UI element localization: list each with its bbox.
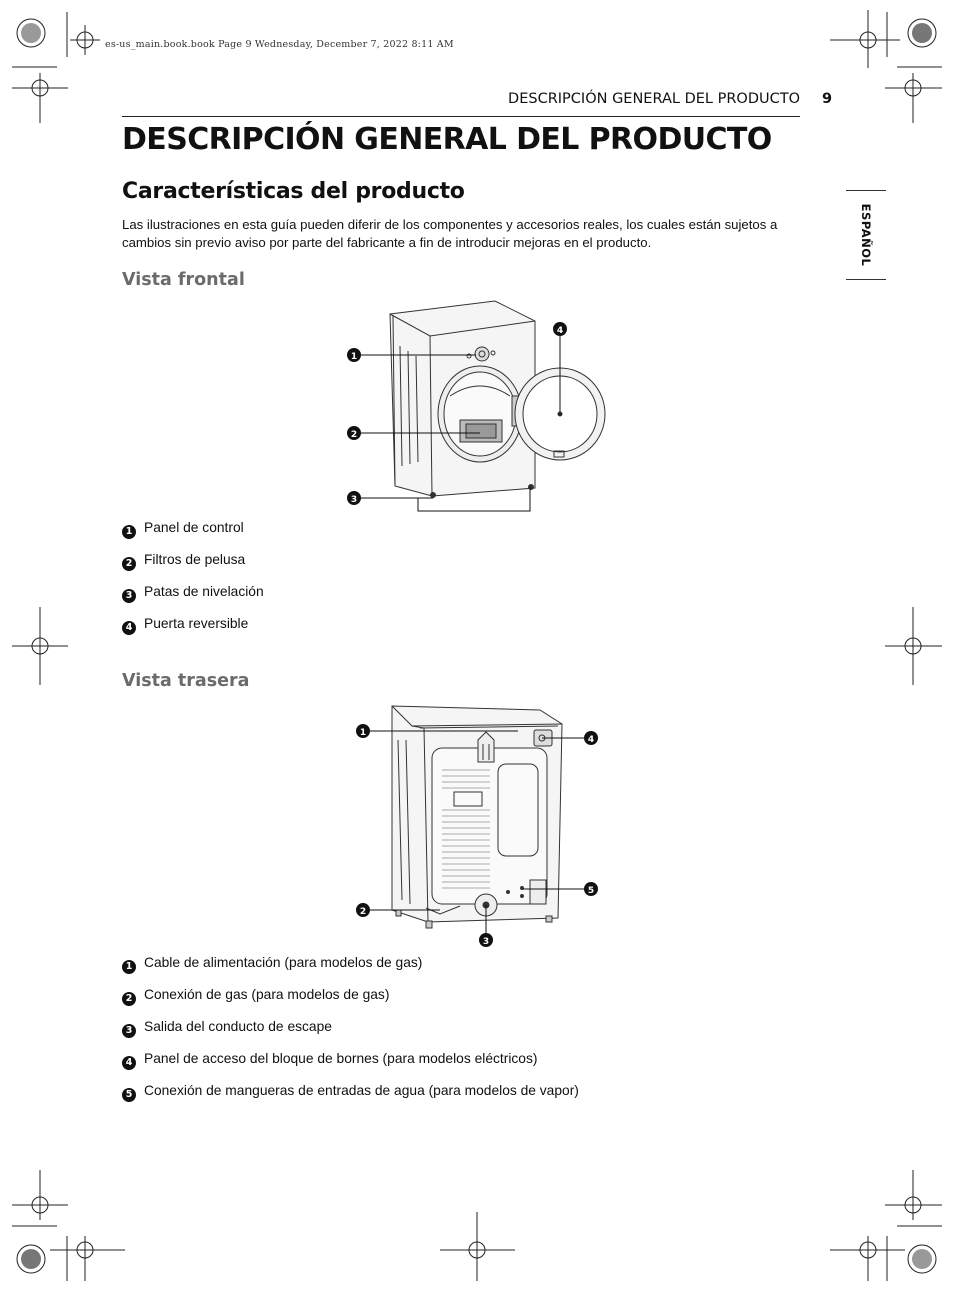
running-header-title: DESCRIPCIÓN GENERAL DEL PRODUCTO xyxy=(508,91,800,107)
front-legend-label-4: Puerta reversible xyxy=(144,616,249,631)
front-legend-label-3: Patas de nivelación xyxy=(144,584,264,599)
book-file-line: es-us_main.book.book Page 9 Wednesday, December 7, 2022 8:11 AM xyxy=(105,39,454,50)
page-title: DESCRIPCIÓN GENERAL DEL PRODUCTO xyxy=(122,122,772,157)
language-side-tab xyxy=(846,190,886,280)
rear-legend-item-5 xyxy=(122,1083,579,1102)
front-legend-label-1: Panel de control xyxy=(144,520,244,535)
front-legend-number-4: 4 xyxy=(122,621,136,635)
rear-legend-number-5: 5 xyxy=(122,1088,136,1102)
front-legend-number-2: 2 xyxy=(122,557,136,571)
rear-legend-label-5: Conexión de mangueras de entradas de agua (para modelos de vapor) xyxy=(144,1083,579,1098)
rear-view-illustration xyxy=(350,700,610,950)
svg-text:1: 1 xyxy=(350,352,358,362)
rear-callout-5 xyxy=(584,882,598,896)
front-callout-2 xyxy=(347,426,361,440)
svg-text:4: 4 xyxy=(587,735,595,745)
svg-text:2: 2 xyxy=(350,430,358,440)
page-number: 9 xyxy=(821,91,833,107)
section-heading: Características del producto xyxy=(122,179,465,204)
rear-legend-item-3 xyxy=(122,1019,332,1038)
rear-legend-label-2: Conexión de gas (para modelos de gas) xyxy=(144,987,390,1002)
rear-legend-item-4 xyxy=(122,1051,537,1070)
rear-legend-item-2 xyxy=(122,987,389,1006)
rear-view-heading: Vista trasera xyxy=(122,671,250,691)
rear-legend-label-3: Salida del conducto de escape xyxy=(144,1019,332,1034)
front-view-illustration xyxy=(340,296,620,518)
language-side-tab-label: ESPAÑOL xyxy=(859,203,873,267)
rear-legend-number-2: 2 xyxy=(122,992,136,1006)
front-callout-4 xyxy=(553,322,567,336)
front-view-heading: Vista frontal xyxy=(122,270,245,290)
front-legend-item-3 xyxy=(122,584,264,603)
front-legend-label-2: Filtros de pelusa xyxy=(144,552,246,567)
rear-legend-item-1 xyxy=(122,955,422,974)
svg-text:4: 4 xyxy=(556,326,564,336)
svg-text:5: 5 xyxy=(587,886,595,896)
svg-text:2: 2 xyxy=(359,907,367,917)
front-callout-3 xyxy=(347,491,361,505)
rear-legend-number-4: 4 xyxy=(122,1056,136,1070)
front-callout-1 xyxy=(347,348,361,362)
front-legend-number-3: 3 xyxy=(122,589,136,603)
rear-legend-number-3: 3 xyxy=(122,1024,136,1038)
svg-text:3: 3 xyxy=(482,937,490,947)
svg-text:1: 1 xyxy=(359,728,367,738)
rear-callout-1 xyxy=(356,724,370,738)
rear-callout-4 xyxy=(584,731,598,745)
rear-legend-label-4: Panel de acceso del bloque de bornes (para modelos eléctricos) xyxy=(144,1051,538,1066)
front-legend-item-4 xyxy=(122,616,248,635)
front-legend-item-1 xyxy=(122,520,244,539)
rear-callout-2 xyxy=(356,903,370,917)
rear-legend-label-1: Cable de alimentación (para modelos de gas) xyxy=(144,955,423,970)
rear-legend-number-1: 1 xyxy=(122,960,136,974)
rear-callout-3 xyxy=(479,933,493,947)
front-legend-number-1: 1 xyxy=(122,525,136,539)
section-intro: Las ilustraciones en esta guía pueden diferir de los componentes y accesorios reales, los cuales están sujetos a cambios sin previo aviso por parte del fabricante a fin de introducir mejoras en el producto. xyxy=(122,217,778,250)
running-header xyxy=(122,90,800,117)
svg-text:3: 3 xyxy=(350,495,358,505)
front-legend-item-2 xyxy=(122,552,245,571)
